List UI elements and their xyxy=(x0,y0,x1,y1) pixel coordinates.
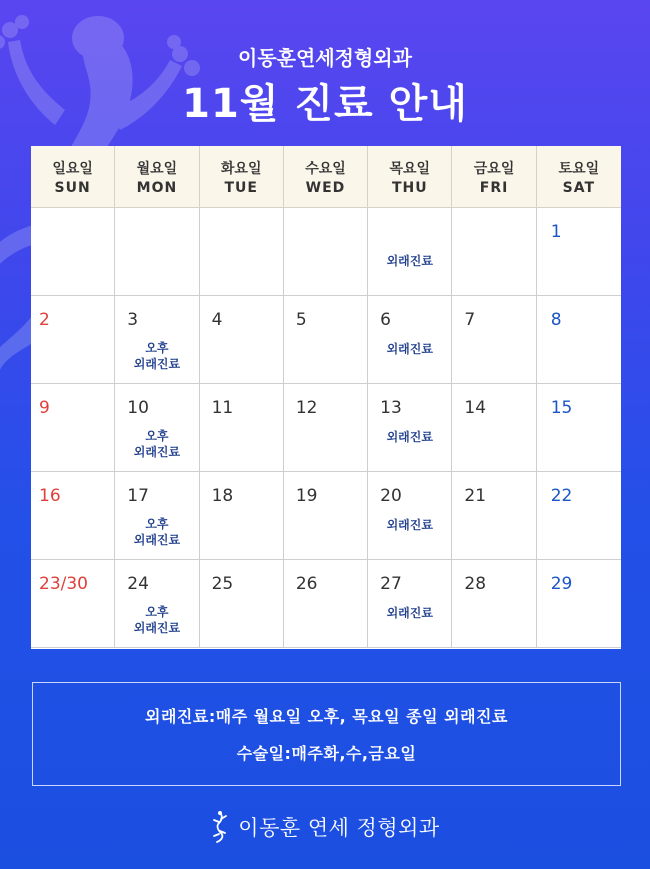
day-number: 12 xyxy=(295,398,318,418)
clinic-note: 외래진료 xyxy=(386,430,433,444)
weekday-header-sun xyxy=(31,146,115,207)
calendar-day-cell xyxy=(452,560,536,648)
footer-clinic-name: 이동훈 연세 정형외과 xyxy=(238,816,440,840)
calendar-day-cell xyxy=(31,208,115,296)
calendar-day-cell xyxy=(284,296,368,384)
clinic-note: 오후 외래진료 xyxy=(133,429,181,459)
day-number: 13 xyxy=(380,398,402,418)
calendar-day-cell xyxy=(284,208,368,296)
clinic-note: 오후 외래진료 xyxy=(133,341,181,371)
calendar-day-cell xyxy=(31,560,115,648)
weekday-korean: 목요일 xyxy=(389,160,431,177)
schedule-info-box xyxy=(32,682,621,786)
day-number: 23/30 xyxy=(39,574,88,594)
calendar xyxy=(31,146,621,649)
weekday-header-thu xyxy=(368,146,452,207)
day-number: 17 xyxy=(127,486,149,506)
clinic-name-heading: 이동훈연세정형외과 xyxy=(238,46,412,70)
weekday-korean: 금요일 xyxy=(473,160,515,177)
day-number: 20 xyxy=(380,486,402,506)
gecko-icon xyxy=(210,810,230,844)
day-number: 18 xyxy=(211,486,234,506)
day-number: 16 xyxy=(39,486,61,506)
calendar-day-cell xyxy=(115,296,199,384)
weekday-header-mon xyxy=(115,146,199,207)
calendar-day-cell xyxy=(368,472,452,560)
weekday-korean: 일요일 xyxy=(52,160,93,177)
weekday-korean: 수요일 xyxy=(305,160,346,177)
clinic-note: 외래진료 xyxy=(386,606,433,620)
calendar-day-cell xyxy=(537,472,621,560)
weekday-english: WED xyxy=(305,179,346,196)
day-number: 25 xyxy=(211,574,234,594)
day-number: 27 xyxy=(380,574,402,594)
clinic-note: 오후 외래진료 xyxy=(133,605,181,635)
calendar-day-cell xyxy=(537,208,621,296)
calendar-day-cell xyxy=(452,296,536,384)
calendar-day-cell xyxy=(368,208,452,296)
calendar-day-cell xyxy=(452,472,536,560)
footer xyxy=(0,810,650,844)
calendar-day-cell xyxy=(284,560,368,648)
weekday-header-tue xyxy=(200,146,284,207)
calendar-day-cell xyxy=(115,384,199,472)
weekday-header-sat xyxy=(537,146,621,207)
day-number: 21 xyxy=(464,486,487,506)
day-number: 6 xyxy=(380,310,391,330)
day-number: 9 xyxy=(39,398,50,418)
day-number: 22 xyxy=(550,486,573,506)
calendar-day-cell xyxy=(31,296,115,384)
weekday-english: TUE xyxy=(224,179,258,196)
day-number: 15 xyxy=(550,398,573,418)
weekday-english: THU xyxy=(391,179,428,196)
calendar-day-cell xyxy=(115,472,199,560)
day-number: 1 xyxy=(550,222,562,242)
calendar-day-cell xyxy=(537,560,621,648)
weekday-english: FRI xyxy=(479,179,509,196)
clinic-note: 오후 외래진료 xyxy=(133,517,181,547)
calendar-day-cell xyxy=(368,384,452,472)
day-number: 10 xyxy=(127,398,149,418)
calendar-day-cell xyxy=(452,208,536,296)
weekday-english: MON xyxy=(136,179,178,196)
outpatient-info: 외래진료:매주 월요일 오후, 목요일 종일 외래진료 xyxy=(145,707,508,726)
day-number: 26 xyxy=(295,574,318,594)
day-number: 4 xyxy=(211,310,223,330)
clinic-note: 외래진료 xyxy=(386,342,433,356)
page-title: 11월 진료 안내 xyxy=(182,81,468,127)
day-number: 19 xyxy=(295,486,318,506)
weekday-header-wed xyxy=(284,146,368,207)
clinic-note: 외래진료 xyxy=(386,518,433,532)
calendar-day-cell xyxy=(115,208,199,296)
day-number: 29 xyxy=(550,574,573,594)
calendar-day-cell xyxy=(31,384,115,472)
calendar-day-cell xyxy=(200,384,284,472)
calendar-day-cell xyxy=(537,296,621,384)
calendar-day-cell xyxy=(284,384,368,472)
calendar-day-cell xyxy=(200,560,284,648)
calendar-day-cell xyxy=(368,296,452,384)
day-number: 14 xyxy=(464,398,487,418)
calendar-day-cell xyxy=(200,208,284,296)
day-number: 5 xyxy=(295,310,307,330)
day-number: 3 xyxy=(127,310,139,330)
calendar-grid xyxy=(31,208,621,648)
calendar-day-cell xyxy=(200,472,284,560)
surgery-info: 수술일:매주화,수,금요일 xyxy=(236,744,417,763)
day-number: 2 xyxy=(39,310,50,330)
day-number: 24 xyxy=(127,574,149,594)
day-number: 28 xyxy=(464,574,487,594)
calendar-day-cell xyxy=(537,384,621,472)
weekday-korean: 토요일 xyxy=(558,160,600,177)
calendar-weekday-header xyxy=(31,146,621,208)
weekday-korean: 월요일 xyxy=(136,160,178,177)
calendar-day-cell xyxy=(200,296,284,384)
weekday-english: SUN xyxy=(54,179,91,196)
weekday-header-fri xyxy=(452,146,536,207)
day-number: 7 xyxy=(464,310,476,330)
calendar-day-cell xyxy=(284,472,368,560)
calendar-day-cell xyxy=(452,384,536,472)
clinic-note: 외래진료 xyxy=(386,254,433,268)
calendar-day-cell xyxy=(115,560,199,648)
day-number: 8 xyxy=(550,310,562,330)
calendar-day-cell xyxy=(368,560,452,648)
calendar-day-cell xyxy=(31,472,115,560)
weekday-english: SAT xyxy=(562,179,596,196)
weekday-korean: 화요일 xyxy=(220,160,262,177)
day-number: 11 xyxy=(211,398,234,418)
